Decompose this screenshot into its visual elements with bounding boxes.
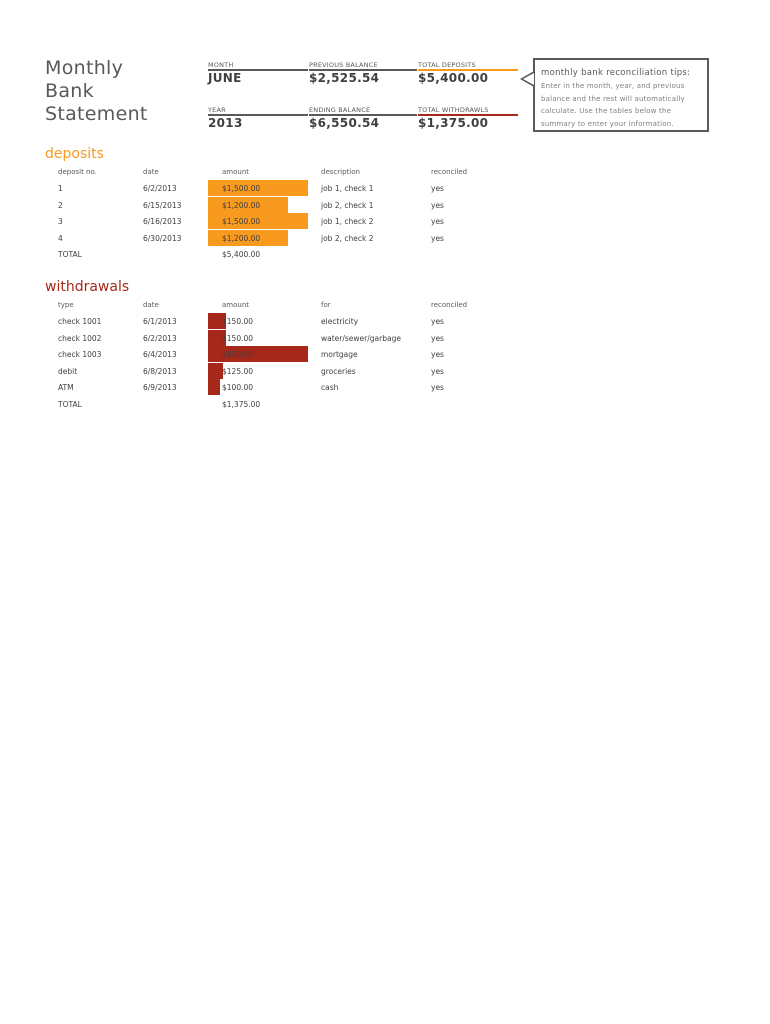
table-cell[interactable]: cash [321,383,339,392]
amount-cell[interactable]: $1,200.00 [222,200,261,210]
total-withdrawals-label: TOTAL WITHDRAWLS [418,106,489,114]
table-cell[interactable]: mortgage [321,350,358,359]
table-cell[interactable]: 6/15/2013 [143,200,182,210]
amount-cell[interactable]: $150.00 [222,317,254,326]
title-line: Statement [45,103,148,125]
reconciled-cell[interactable]: yes [431,383,444,392]
column-header: amount [222,168,250,176]
table-cell[interactable]: job 1, check 1 [321,184,374,193]
year-label: YEAR [208,106,226,114]
previous-balance-label: PREVIOUS BALANCE [309,61,378,69]
year-value[interactable]: 2013 [208,116,243,130]
table-cell[interactable]: 6/2/2013 [143,333,177,343]
deposits-title: deposits [45,146,104,162]
reconciled-cell[interactable]: yes [431,184,444,193]
amount-data-bar [208,363,223,379]
table-cell[interactable]: groceries [321,366,356,376]
table-cell[interactable]: 6/1/2013 [143,317,177,326]
column-header: date [143,301,159,309]
tips-body: Enter in the month, year, and previous balance and the rest will automatically calculate. Use the tables below the summary to enter your information. [541,82,685,128]
table-cell[interactable]: 6/9/2013 [143,383,177,392]
tip-pointer-inner [523,73,534,85]
column-header: date [143,168,159,176]
table-cell[interactable]: electricity [321,317,359,326]
table-cell[interactable]: job 2, check 1 [321,200,374,210]
total-deposits-label: TOTAL DEPOSITS [418,61,476,69]
reconciled-cell[interactable]: yes [431,333,444,343]
total-deposits-value: $5,400.00 [418,71,489,85]
reconciled-cell[interactable]: yes [431,233,444,243]
column-header: amount [222,301,250,309]
previous-balance-value[interactable]: $2,525.54 [309,71,380,85]
total-label: TOTAL [58,399,82,409]
table-cell[interactable]: 4 [58,233,63,243]
amount-cell[interactable]: $850.00 [222,350,254,359]
table-cell[interactable]: 6/16/2013 [143,217,182,226]
column-header: for [321,301,331,309]
reconciled-cell[interactable]: yes [431,366,444,376]
total-amount: $5,400.00 [222,250,261,259]
amount-cell[interactable]: $1,500.00 [222,217,261,226]
reconciled-cell[interactable]: yes [431,350,444,359]
ending-balance-value: $6,550.54 [309,116,380,130]
title-line: Monthly [45,57,124,79]
ending-balance-label: ENDING BALANCE [309,106,371,114]
total-amount: $1,375.00 [222,399,261,409]
title-line: Bank [45,80,94,102]
amount-data-bar [208,379,220,395]
reconciled-cell[interactable]: yes [431,317,444,326]
table-cell[interactable]: debit [58,366,78,376]
table-cell[interactable]: check 1003 [58,350,102,359]
table-cell[interactable]: 6/2/2013 [143,184,177,193]
table-cell[interactable]: water/sewer/garbage [321,333,401,343]
table-cell[interactable]: ATM [58,383,74,392]
table-cell[interactable]: 6/8/2013 [143,366,177,376]
table-cell[interactable]: 6/30/2013 [143,233,182,243]
month-label: MONTH [208,61,234,69]
column-header: deposit no. [58,168,97,176]
amount-cell[interactable]: $1,200.00 [222,233,261,243]
amount-cell[interactable]: $125.00 [222,366,254,376]
table-cell[interactable]: 1 [58,184,63,193]
table-cell[interactable]: 3 [58,217,63,226]
column-header: description [321,168,360,176]
table-cell[interactable]: check 1001 [58,317,102,326]
table-cell[interactable]: check 1002 [58,333,102,343]
total-label: TOTAL [58,250,82,259]
reconciled-cell[interactable]: yes [431,200,444,210]
withdrawals-title: withdrawals [45,279,130,295]
page-title [45,57,185,126]
table-cell[interactable]: 6/4/2013 [143,350,177,359]
table-cell[interactable]: job 1, check 2 [321,217,374,226]
amount-cell[interactable]: $100.00 [222,383,254,392]
total-withdrawals-value: $1,375.00 [418,116,489,130]
column-header: reconciled [431,168,468,176]
column-header: type [58,301,74,309]
table-cell[interactable]: job 2, check 2 [321,233,374,243]
amount-cell[interactable]: $150.00 [222,333,254,343]
tips-title: monthly bank reconciliation tips: [541,68,691,78]
month-value[interactable]: JUNE [208,71,242,85]
column-header: reconciled [431,301,468,309]
reconciled-cell[interactable]: yes [431,217,444,226]
table-cell[interactable]: 2 [58,200,63,210]
amount-cell[interactable]: $1,500.00 [222,184,261,193]
